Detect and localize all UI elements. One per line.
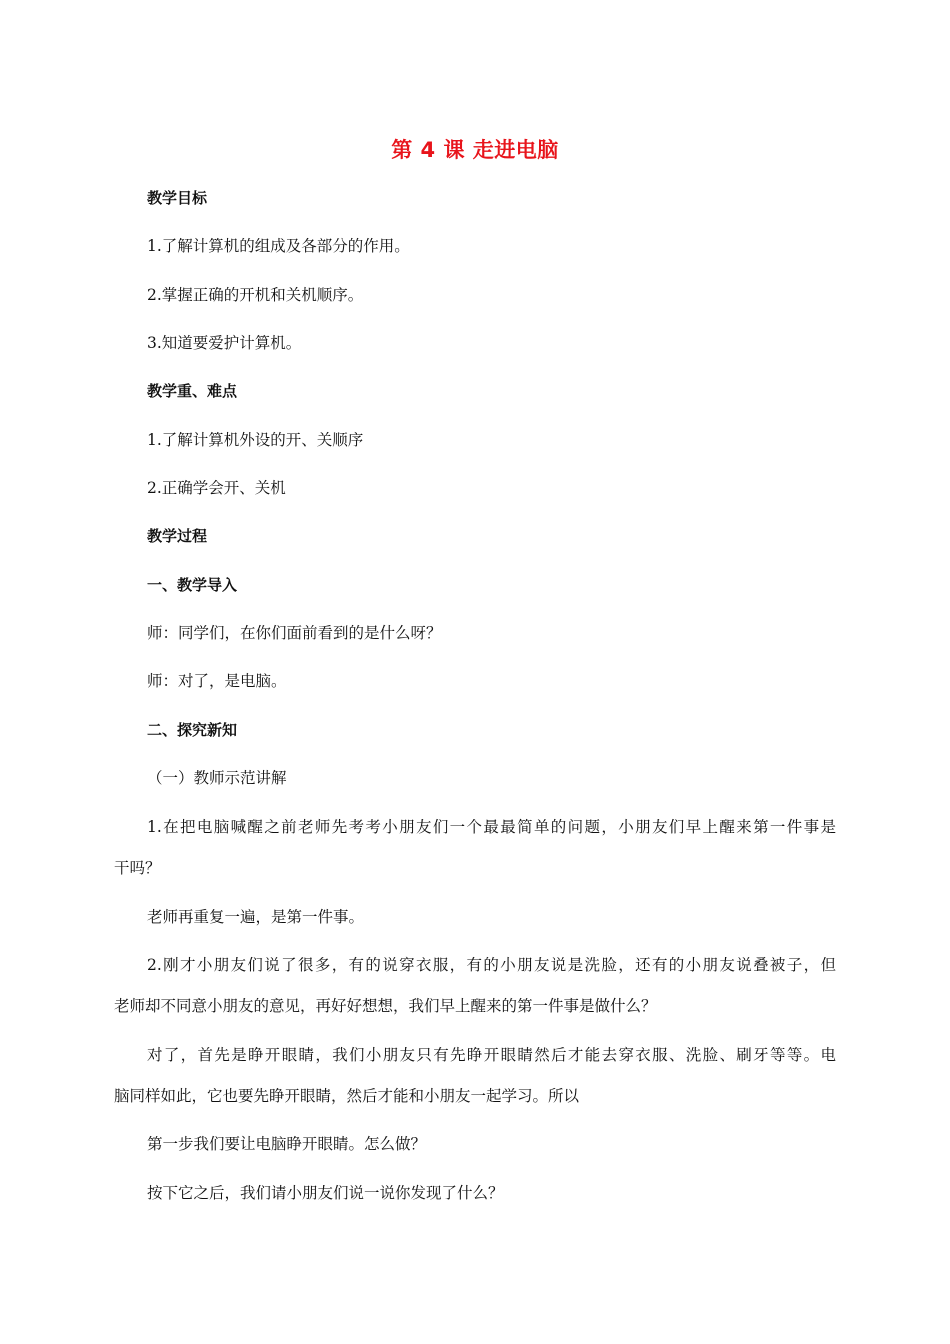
objectives-heading: 教学目标 [147, 189, 208, 207]
key-points-heading: 教学重、难点 [147, 382, 238, 400]
lesson-title: 第 4 课 走进电脑 [391, 138, 559, 162]
paragraph-line: 1.在把电脑喊醒之前老师先考考小朋友们一个最最简单的问题，小朋友们早上醒来第一件事是 [147, 818, 836, 836]
part2-subheading: （一）教师示范讲解 [147, 769, 287, 787]
objective-item: 2.掌握正确的开机和关机顺序。 [147, 286, 364, 304]
paragraph-line: 老师再重复一遍，是第一件事。 [147, 908, 365, 926]
objective-item: 1.了解计算机的组成及各部分的作用。 [147, 237, 410, 255]
key-point-item: 1.了解计算机外设的开、关顺序 [147, 431, 364, 449]
key-point-item: 2.正确学会开、关机 [147, 479, 286, 497]
paragraph-line: 2.刚才小朋友们说了很多，有的说穿衣服，有的小朋友说是洗脸，还有的小朋友说叠被子，但 [147, 956, 836, 974]
part1-heading: 一、教学导入 [147, 576, 238, 594]
paragraph-line: 脑同样如此，它也要先睁开眼睛，然后才能和小朋友一起学习。所以 [114, 1087, 580, 1105]
dialogue-line: 师：同学们，在你们面前看到的是什么呀？ [147, 624, 442, 642]
paragraph-line: 干吗？ [114, 859, 161, 877]
paragraph-line: 按下它之后，我们请小朋友们说一说你发现了什么？ [147, 1184, 504, 1202]
dialogue-line: 师：对了，是电脑。 [147, 672, 287, 690]
paragraph-line: 第一步我们要让电脑睁开眼睛。怎么做？ [147, 1135, 427, 1153]
paragraph-line: 对了，首先是睁开眼睛，我们小朋友只有先睁开眼睛然后才能去穿衣服、洗脸、刷牙等等。电 [147, 1046, 836, 1064]
part2-heading: 二、探究新知 [147, 721, 238, 739]
paragraph-line: 老师却不同意小朋友的意见，再好好想想，我们早上醒来的第一件事是做什么？ [114, 997, 657, 1015]
process-heading: 教学过程 [147, 527, 208, 545]
objective-item: 3.知道要爱护计算机。 [147, 334, 302, 352]
